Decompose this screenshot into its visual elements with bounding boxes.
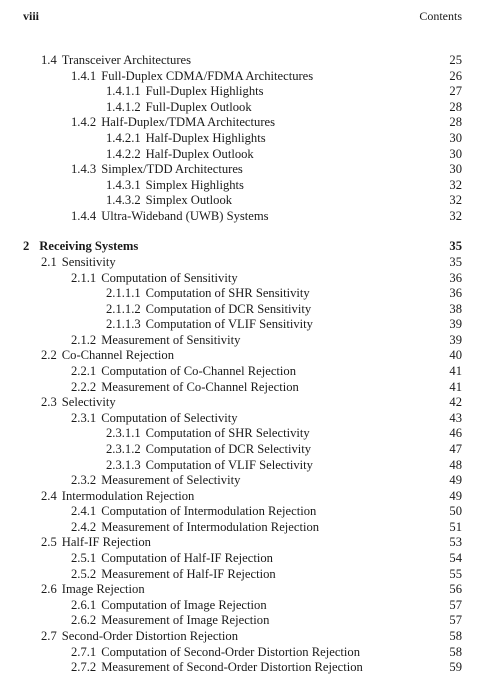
- toc-entry-title: Half-IF Rejection: [61, 535, 151, 550]
- page-number: viii: [23, 9, 40, 23]
- toc-entry-page: 32: [449, 208, 462, 223]
- toc-entry-title: Receiving Systems: [39, 239, 139, 254]
- toc-entry-title: Computation of Intermodulation Rejection: [101, 504, 317, 519]
- toc-entry[interactable]: [0, 612, 494, 628]
- toc-entry-title: Computation of Image Rejection: [101, 597, 267, 612]
- toc-entry-number: 2.6.2: [71, 613, 97, 628]
- toc-entry[interactable]: [0, 52, 494, 68]
- toc-entry-page: 49: [449, 473, 462, 488]
- toc-entry-page: 32: [449, 177, 462, 192]
- toc-entry-title: Second-Order Distortion Rejection: [61, 628, 239, 643]
- toc-entry-number: 1.4.3.2: [106, 193, 141, 208]
- toc-entry-title: Full-Duplex CDMA/FDMA Architectures: [101, 68, 314, 83]
- toc-entry[interactable]: [0, 503, 494, 519]
- toc-entry-title: Measurement of Half-IF Rejection: [101, 566, 276, 581]
- toc-entry-page: 49: [449, 488, 462, 503]
- toc-entry-number: 2.1.1.2: [106, 301, 141, 316]
- toc-entry-number: 1.4.2: [71, 115, 97, 130]
- toc-entry[interactable]: [0, 519, 494, 535]
- toc-entry[interactable]: [0, 644, 494, 660]
- toc-entry[interactable]: [0, 270, 494, 286]
- toc-entry[interactable]: [0, 425, 494, 441]
- toc-entry[interactable]: [0, 394, 494, 410]
- toc-entry[interactable]: [0, 659, 494, 675]
- toc-entry-page: 57: [449, 597, 462, 612]
- toc-entry-number: 2.5.1: [71, 551, 97, 565]
- toc-entry-number: 2.3: [41, 395, 57, 410]
- toc-entry-number: 1.4.2.1: [106, 130, 141, 145]
- toc-entry-title: Computation of SHR Sensitivity: [145, 286, 310, 301]
- toc-entry[interactable]: [0, 441, 494, 457]
- toc-entry-number: 2.3.1.2: [106, 441, 141, 456]
- toc-entry-title: Simplex Highlights: [145, 177, 244, 192]
- toc-entry-number: 2.1.1.1: [106, 286, 141, 301]
- toc-entry-title: Computation of DCR Sensitivity: [145, 301, 312, 316]
- toc-entry-page: 30: [449, 162, 462, 177]
- toc-entry-title: Ultra-Wideband (UWB) Systems: [101, 208, 269, 223]
- toc-entry-title: Computation of Sensitivity: [101, 270, 238, 285]
- toc-entry-number: 2.7.2: [71, 660, 97, 674]
- toc-entry-page: 36: [449, 270, 462, 285]
- toc-entry-page: 54: [449, 551, 462, 565]
- toc-entry[interactable]: [0, 597, 494, 613]
- toc-entry-page: 27: [449, 84, 462, 99]
- toc-entry[interactable]: [0, 488, 494, 504]
- running-title: Contents: [419, 9, 462, 23]
- toc-entry-title: Computation of VLIF Selectivity: [145, 457, 313, 472]
- toc-entry-title: Image Rejection: [61, 582, 145, 597]
- toc-entry-page: 35: [449, 239, 462, 254]
- toc-entry[interactable]: [0, 581, 494, 597]
- toc-entry-title: Intermodulation Rejection: [61, 488, 195, 503]
- toc-entry-number: 2.3.2: [71, 473, 97, 488]
- toc-entry-page: 39: [449, 317, 462, 332]
- toc-entry-title: Half-Duplex Highlights: [145, 130, 266, 145]
- toc-entry-number: 2.5: [41, 535, 57, 550]
- toc-entry-page: 35: [449, 255, 462, 269]
- toc-entry-page: 50: [449, 504, 462, 519]
- toc-entry-title: Sensitivity: [61, 255, 116, 269]
- toc-entry-number: 2.2: [41, 348, 57, 363]
- toc-entry-page: 47: [449, 441, 462, 456]
- toc-entry[interactable]: [0, 285, 494, 301]
- toc-entry-page: 42: [449, 395, 462, 410]
- toc-entry-number: 2.1.1.3: [106, 317, 141, 332]
- toc-entry-title: Measurement of Co-Channel Rejection: [101, 379, 299, 394]
- toc-entry-title: Computation of Selectivity: [101, 410, 238, 425]
- toc-entry-title: Simplex/TDD Architectures: [101, 162, 243, 177]
- toc-entry-number: 1.4.3.1: [106, 177, 141, 192]
- toc-entry-number: 2.2.2: [71, 379, 97, 394]
- toc-entry-number: 1.4.1: [71, 68, 97, 83]
- toc-entry-title: Transceiver Architectures: [61, 53, 192, 67]
- toc-entry-number: 2.5.2: [71, 566, 97, 581]
- toc-entry-page: 57: [449, 613, 462, 628]
- toc-entry-page: 55: [449, 566, 462, 581]
- toc-entry-number: 2.6: [41, 582, 57, 597]
- toc-entry-page: 28: [449, 115, 462, 130]
- toc-entry[interactable]: [0, 146, 494, 162]
- toc-entry-title: Computation of DCR Selectivity: [145, 441, 312, 456]
- toc-entry-page: 39: [449, 332, 462, 347]
- toc-entry-page: 26: [449, 68, 462, 83]
- toc-entry-title: Simplex Outlook: [145, 193, 233, 208]
- toc-entry-page: 53: [449, 535, 462, 550]
- toc-entry[interactable]: [0, 130, 494, 146]
- toc-entry-number: 2.3.1.1: [106, 426, 141, 441]
- toc-entry[interactable]: [0, 192, 494, 208]
- toc-entry[interactable]: [0, 177, 494, 193]
- toc-entry-page: 41: [449, 379, 462, 394]
- toc-entry[interactable]: [0, 301, 494, 317]
- toc-entry-number: 1.4.2.2: [106, 146, 141, 161]
- toc-entry-title: Full-Duplex Highlights: [145, 84, 264, 99]
- toc-entry-number: 2.4.2: [71, 519, 97, 534]
- toc-entry[interactable]: [0, 628, 494, 644]
- toc-entry[interactable]: [0, 472, 494, 488]
- toc-entry-page: 43: [449, 410, 462, 425]
- toc-entry-number: 1.4.3: [71, 162, 97, 177]
- toc-entry-page: 51: [449, 519, 462, 534]
- toc-entry[interactable]: [0, 316, 494, 332]
- toc-chapter-entry[interactable]: [0, 238, 494, 254]
- toc-entry-title: Full-Duplex Outlook: [145, 99, 252, 114]
- toc-entry-number: 2.4: [41, 488, 57, 503]
- toc-entry-number: 2.3.1.3: [106, 457, 141, 472]
- toc-entry-number: 1.4.1.2: [106, 99, 141, 114]
- toc-entry[interactable]: [0, 410, 494, 426]
- toc-entry-title: Computation of SHR Selectivity: [145, 426, 310, 441]
- toc-entry-title: Computation of VLIF Sensitivity: [145, 317, 313, 332]
- toc-entry[interactable]: [0, 566, 494, 582]
- toc-entry-page: 30: [449, 146, 462, 161]
- toc-entry-number: 2.6.1: [71, 597, 97, 612]
- toc-entry-number: 2.2.1: [71, 364, 97, 378]
- toc-entry[interactable]: [0, 68, 494, 84]
- toc-entry-title: Half-Duplex/TDMA Architectures: [101, 115, 276, 130]
- toc-entry-number: 1.4.4: [71, 208, 97, 223]
- toc-entry-number: 2.3.1: [71, 410, 97, 425]
- toc-entry-title: Measurement of Selectivity: [101, 473, 241, 488]
- toc-entry[interactable]: [0, 457, 494, 473]
- toc-entry[interactable]: [0, 114, 494, 130]
- toc-entry-title: Computation of Co-Channel Rejection: [101, 364, 297, 378]
- toc-entry-page: 36: [449, 286, 462, 301]
- toc-entry-title: Computation of Half-IF Rejection: [101, 551, 273, 565]
- toc-entry-number: 1.4: [41, 53, 57, 67]
- toc-entry-title: Half-Duplex Outlook: [145, 146, 254, 161]
- toc-entry[interactable]: [0, 332, 494, 348]
- toc-entry-page: 41: [449, 364, 462, 378]
- toc-entry-page: 25: [449, 53, 462, 67]
- toc-entry-page: 58: [449, 644, 462, 659]
- toc-entry-page: 58: [449, 628, 462, 643]
- toc-entry-number: 1.4.1.1: [106, 84, 141, 99]
- toc-entry-number: 2.1.1: [71, 270, 97, 285]
- toc-entry-title: Measurement of Sensitivity: [101, 332, 241, 347]
- toc-entry[interactable]: [0, 379, 494, 395]
- toc-entry-number: 2.7: [41, 628, 57, 643]
- toc-entry-page: 28: [449, 99, 462, 114]
- toc-entry[interactable]: [0, 347, 494, 363]
- toc-entry[interactable]: [0, 99, 494, 115]
- toc-entry-page: 30: [449, 130, 462, 145]
- toc-entry-page: 59: [449, 660, 462, 674]
- running-header: [23, 9, 462, 27]
- toc-entry-number: 2: [23, 239, 30, 254]
- toc-entry[interactable]: [0, 161, 494, 177]
- toc-entry[interactable]: [0, 363, 494, 379]
- toc-entry[interactable]: [0, 208, 494, 224]
- toc-entry-number: 2.1: [41, 255, 57, 269]
- toc-entry-title: Measurement of Intermodulation Rejection: [101, 519, 320, 534]
- toc-entry-title: Co-Channel Rejection: [61, 348, 175, 363]
- toc-entry-title: Selectivity: [61, 395, 116, 410]
- toc-entry[interactable]: [0, 254, 494, 270]
- toc-entry-number: 2.1.2: [71, 332, 97, 347]
- toc-entry-page: 38: [449, 301, 462, 316]
- toc-entry-number: 2.4.1: [71, 504, 97, 519]
- toc-entry[interactable]: [0, 550, 494, 566]
- toc-entry-page: 46: [449, 426, 462, 441]
- toc-entry-number: 2.7.1: [71, 644, 97, 659]
- toc-entry[interactable]: [0, 83, 494, 99]
- toc-entry-page: 48: [449, 457, 462, 472]
- toc-entry-title: Measurement of Image Rejection: [101, 613, 270, 628]
- toc-entry-title: Measurement of Second-Order Distortion Rejection: [101, 660, 363, 674]
- toc-entry-page: 32: [449, 193, 462, 208]
- toc-entry-title: Computation of Second-Order Distortion Rejection: [101, 644, 361, 659]
- toc-entry-page: 40: [449, 348, 462, 363]
- toc-entry[interactable]: [0, 534, 494, 550]
- toc-entry-page: 56: [449, 582, 462, 597]
